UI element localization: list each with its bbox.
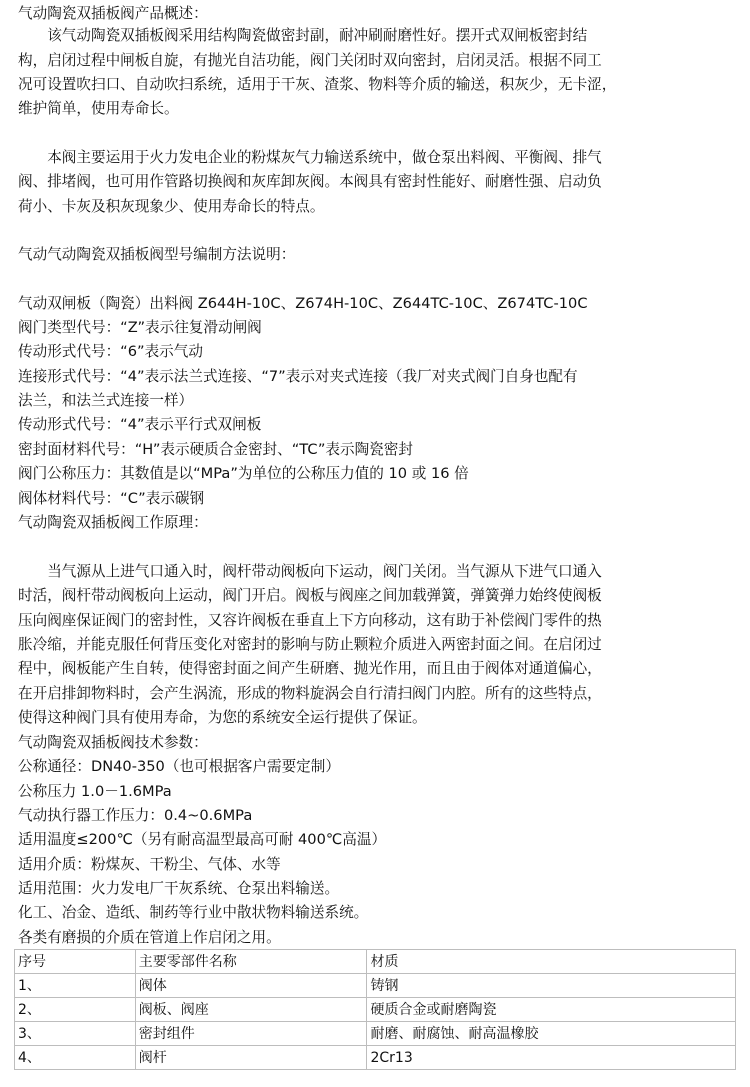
table-header-row [15, 950, 736, 974]
text-line-13: 连接形式代号：“4”表示法兰式连接、“7”表示对夹式连接（我厂对夹式阀门自身也配有 [18, 368, 578, 385]
text-line-32: 适用介质：粉煤灰、干粉尘、气体、水等 [18, 856, 281, 873]
text-line-21: 时活，阀杆带动阀板向上运动，阀门开启。阀板与阀座之间加载弹簧，弹簧弹力始终使阀板 [18, 587, 602, 604]
text-line-24: 程中，阀板能产生自转，使得密封面之间产生研磨、抛光作用，而且由于阀体对通道偏心， [18, 660, 602, 677]
text-line-4: 况可设置吹扫口、自动吹扫系统，适用于干灰、渣浆、物料等介质的输送，积灰少，无卡涩， [18, 76, 617, 93]
text-line-19: 气动陶瓷双插板阀工作原理： [18, 514, 208, 531]
text-line-25: 在开启排卸物料时，会产生涡流，形成的物料旋涡会自行清扫阀门内腔。所有的这些特点， [18, 685, 602, 702]
parts-table [14, 949, 736, 1070]
table-cell: 1、 [15, 974, 136, 998]
text-line-16: 密封面材料代号：“H”表示硬质合金密封、“TC”表示陶瓷密封 [18, 441, 413, 458]
table-header-cell: 材质 [367, 950, 736, 974]
table-cell: 阀体 [135, 974, 367, 998]
text-line-30: 气动执行器工作压力：0.4~0.6MPa [18, 807, 253, 824]
text-line-1: 气动陶瓷双插板阀产品概述： [18, 5, 208, 22]
table-cell: 2Cr13 [367, 1046, 736, 1070]
text-line-35: 各类有磨损的介质在管道上作启闭之用。 [18, 929, 281, 946]
text-line-29: 公称压力 1.0－1.6MPa [18, 783, 172, 800]
text-line-18: 阀体材料代号：“C”表示碳钢 [18, 490, 205, 507]
text-line-2: 该气动陶瓷双插板阀采用结构陶瓷做密封副，耐冲刷耐磨性好。摆开式双闸板密封结 [18, 27, 588, 44]
table-row [15, 1046, 736, 1070]
text-line-33: 适用范围：火力发电厂干灰系统、仓泵出料输送。 [18, 880, 340, 897]
text-line-17: 阀门公称压力：其数值是以“MPa”为单位的公称压力值的 10 或 16 倍 [18, 465, 469, 482]
text-line-28: 公称通径：DN40-350（也可根据客户需要定制） [18, 758, 340, 775]
text-line-6: 本阀主要运用于火力发电企业的粉煤灰气力输送系统中，做仓泵出料阀、平衡阀、排气 [18, 149, 602, 166]
text-line-7: 阀、排堵阀，也可用作管路切换阀和灰库卸灰阀。本阀具有密封性能好、耐磨性强、启动负 [18, 173, 602, 190]
text-line-20: 当气源从上进气口通入时，阀杆带动阀板向下运动，阀门关闭。当气源从下进气口通入 [18, 563, 602, 580]
text-line-22: 压向阀座保证阀门的密封性，又容许阀板在垂直上下方向移动，这有助于补偿阀门零件的热 [18, 612, 602, 629]
table-cell: 耐磨、耐腐蚀、耐高温橡胶 [367, 1022, 736, 1046]
text-line-9: 气动气动陶瓷双插板阀型号编制方法说明： [18, 246, 296, 263]
table-cell: 阀板、阀座 [135, 998, 367, 1022]
text-line-23: 胀冷缩，并能克服任何背压变化对密封的影响与防止颗粒介质进入两密封面之间。在启闭过 [18, 636, 602, 653]
table-cell: 密封组件 [135, 1022, 367, 1046]
table-cell: 阀杆 [135, 1046, 367, 1070]
text-line-12: 传动形式代号：“6”表示气动 [18, 343, 203, 360]
table-header-cell: 序号 [15, 950, 136, 974]
text-line-15: 传动形式代号：“4”表示平行式双闸板 [18, 416, 262, 433]
table-cell: 4、 [15, 1046, 136, 1070]
table-cell: 铸钢 [367, 974, 736, 998]
text-line-26: 使得这种阀门具有使用寿命，为您的系统安全运行提供了保证。 [18, 709, 427, 726]
table-cell: 硬质合金或耐磨陶瓷 [367, 998, 736, 1022]
text-line-10: 气动双闸板（陶瓷）出料阀 Z644H-10C、Z674H-10C、Z644TC-10C、Z674TC-10C [18, 295, 588, 312]
table-header-cell: 主要零部件名称 [135, 950, 367, 974]
table-cell: 2、 [15, 998, 136, 1022]
text-line-27: 气动陶瓷双插板阀技术参数： [18, 734, 208, 751]
table-row [15, 974, 736, 998]
text-line-8: 荷小、卡灰及积灰现象少、使用寿命长的特点。 [18, 198, 325, 215]
table-row [15, 998, 736, 1022]
text-line-34: 化工、冶金、造纸、制药等行业中散状物料输送系统。 [18, 904, 369, 921]
text-line-31: 适用温度≤200℃（另有耐高温型最高可耐 400℃高温） [18, 831, 387, 848]
text-line-14: 法兰，和法兰式连接一样） [18, 392, 194, 409]
text-line-3: 构，启闭过程中闸板自旋，有抛光自洁功能，阀门关闭时双向密封，启闭灵活。根据不同工 [18, 52, 602, 69]
text-line-11: 阀门类型代号：“Z”表示往复滑动闸阀 [18, 319, 262, 336]
text-line-5: 维护简单，使用寿命长。 [18, 100, 179, 117]
table-row [15, 1022, 736, 1046]
table-cell: 3、 [15, 1022, 136, 1046]
